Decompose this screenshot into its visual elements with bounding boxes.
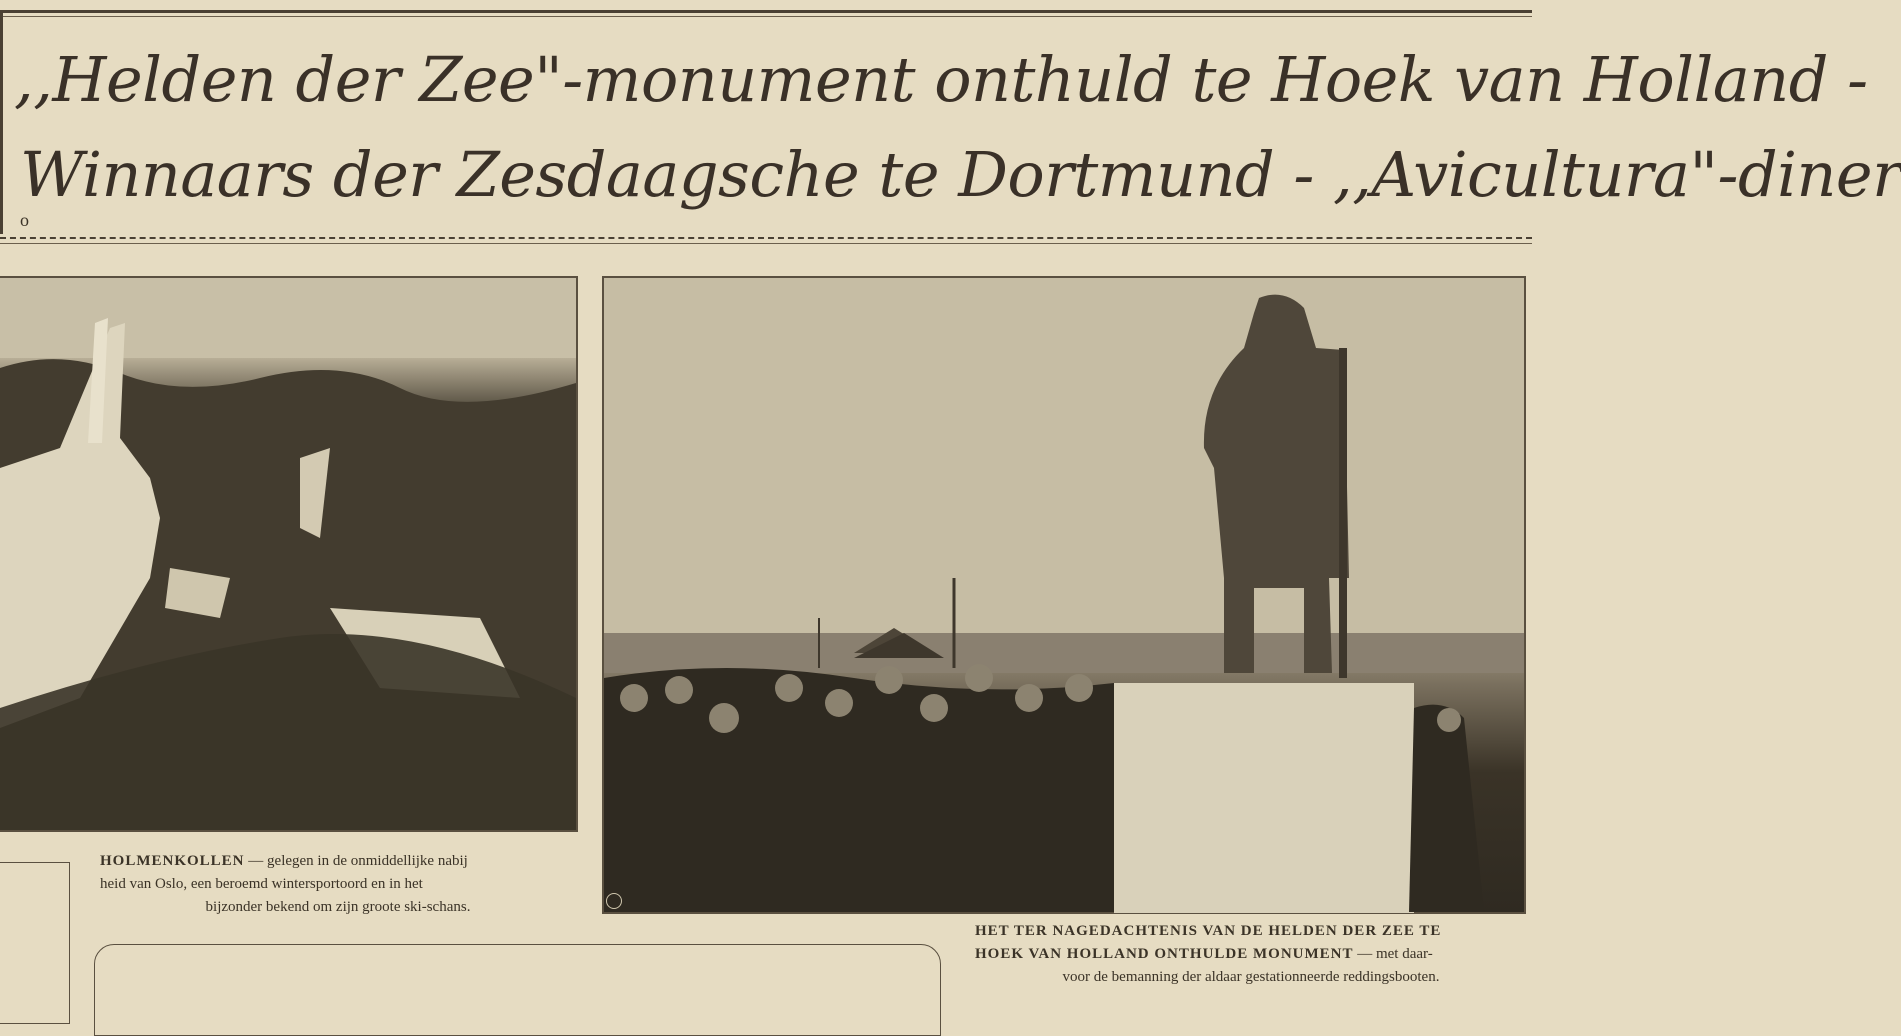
caption-ski-title: HOLMENKOLLEN	[100, 853, 245, 869]
headline-line-2: Winnaars der Zesdaagsche te Dortmund - ,,Avicultura"-diner	[20, 138, 1901, 211]
caption-monument-line2-rest: — met daar-	[1357, 946, 1433, 962]
caption-monument-line1: HET TER NAGEDACHTENIS VAN DE HELDEN DER ZEE TE	[975, 923, 1442, 939]
caption-ski	[100, 850, 576, 919]
caption-monument	[975, 920, 1527, 989]
section-marker: o	[20, 210, 29, 230]
top-rule-thin	[0, 16, 1532, 17]
ski-jump-illustration	[0, 278, 576, 830]
photographer-mark	[606, 893, 622, 909]
headline-bottom-rule	[0, 237, 1532, 239]
left-border	[0, 12, 3, 234]
caption-ski-line2: heid van Oslo, een beroemd wintersportoord en in het	[100, 876, 423, 892]
caption-ski-line1: — gelegen in de onmiddellijke nabij	[248, 853, 468, 869]
caption-ski-line3: bijzonder bekend om zijn groote ski-schans.	[205, 899, 471, 915]
top-rule	[0, 10, 1532, 13]
monument-photo	[602, 276, 1526, 914]
adjacent-article-box	[0, 862, 70, 1024]
lower-article-frame	[94, 944, 941, 1036]
headline-bottom-rule-thin	[0, 243, 1532, 244]
headline-line-1: ,,Helden der Zee"-monument onthuld te Hoek van Holland -	[14, 43, 1868, 116]
caption-monument-line2-bold: HOEK VAN HOLLAND ONTHULDE MONUMENT	[975, 946, 1354, 962]
caption-monument-line3: voor de bemanning der aldaar gestationneerde reddingsbooten.	[1062, 969, 1440, 985]
ski-jump-photo	[0, 276, 578, 832]
monument-illustration	[604, 278, 1524, 912]
